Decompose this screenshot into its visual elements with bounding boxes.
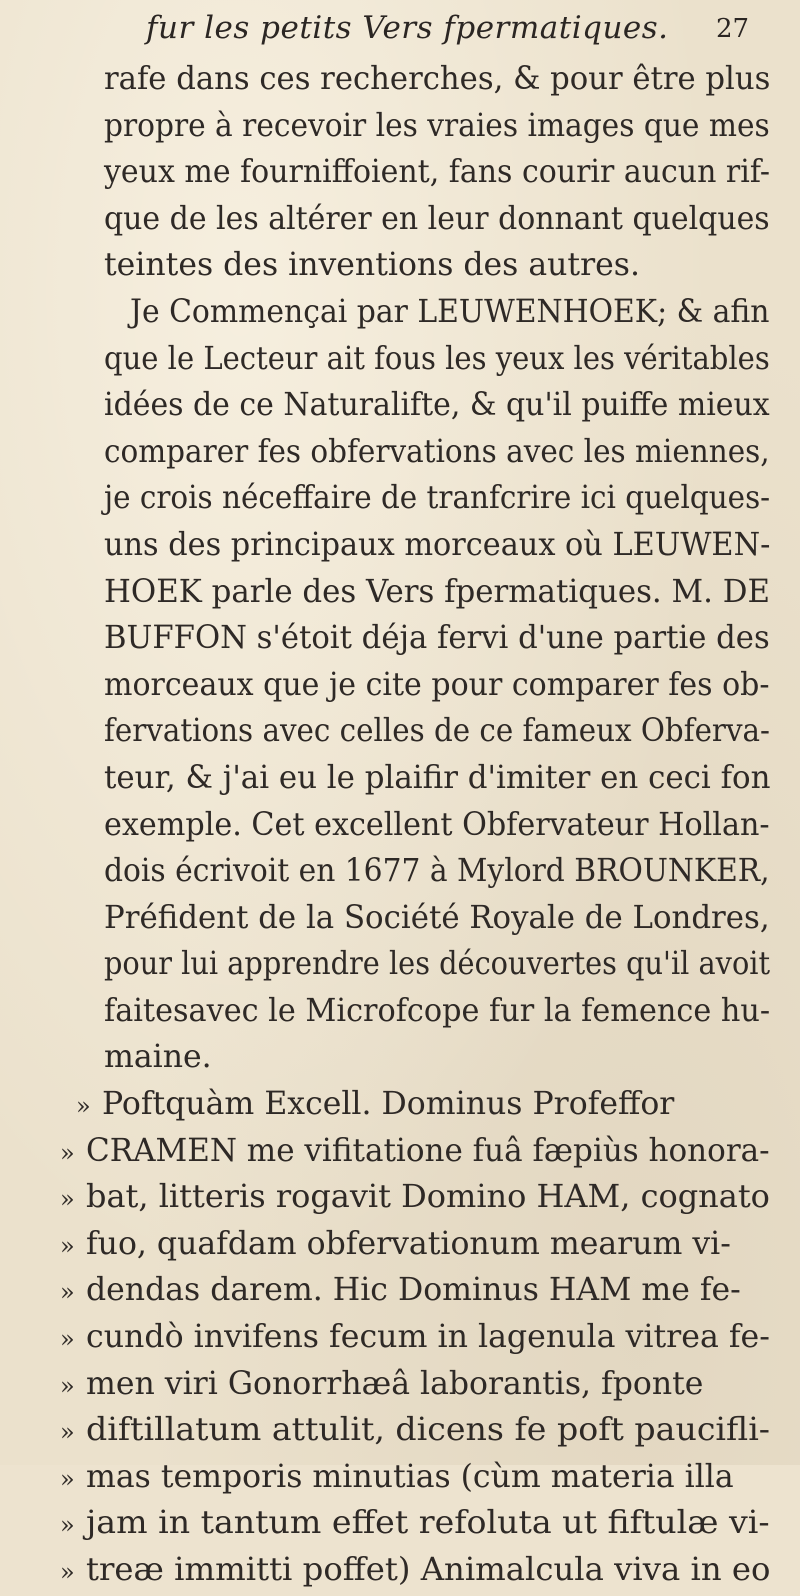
text-line bbox=[40, 895, 770, 942]
text-line bbox=[40, 336, 770, 383]
line-text: men viri Gonorrhæâ laborantis, fponte bbox=[86, 1365, 704, 1402]
line-text: idées de ce Naturalifte, & qu'il puiffe mieux bbox=[104, 387, 770, 424]
line-text: jam in tantum effet refoluta ut fiftulæ vi- bbox=[86, 1505, 770, 1542]
line-text: CRAMEN me vifitatione fuâ fæpiùs honora- bbox=[86, 1132, 770, 1169]
line-text: Je Commençai par LEUWENHOEK; & afin bbox=[130, 293, 770, 330]
text-line bbox=[40, 569, 770, 616]
line-text: teur, & j'ai eu le plaifir d'imiter en ceci fon bbox=[104, 759, 771, 796]
line-text: comparer fes obfervations avec les miennes, bbox=[104, 433, 770, 470]
text-line bbox=[40, 196, 770, 243]
quote-mark: » bbox=[60, 1278, 75, 1307]
text-line bbox=[40, 382, 770, 429]
line-text: rafe dans ces recherches, & pour être plus bbox=[104, 61, 771, 97]
running-title: fur les petits Vers fpermatiques. bbox=[146, 10, 669, 46]
text-line bbox=[40, 475, 770, 522]
line-text: bat, litteris rogavit Domino HAM, cognato bbox=[86, 1179, 770, 1216]
text-line bbox=[40, 103, 770, 150]
page-number: 27 bbox=[716, 14, 750, 44]
text-line bbox=[40, 941, 770, 988]
line-text: diftillatum attulit, dicens fe poft paucifli- bbox=[86, 1412, 771, 1449]
line-text: pour lui apprendre les découvertes qu'il avoit bbox=[104, 946, 771, 983]
line-text: Poftquàm Excell. Dominus Profeffor bbox=[102, 1086, 675, 1123]
quote-mark: » bbox=[60, 1418, 75, 1447]
line-text: yeux me fourniffoient, fans courir aucun rif- bbox=[104, 154, 770, 191]
line-text: morceaux que je cite pour comparer fes ob- bbox=[104, 666, 770, 703]
line-text: je crois néceffaire de tranfcrire ici quelques- bbox=[104, 480, 771, 517]
line-text: BUFFON s'étoit déja fervi d'une partie des bbox=[104, 620, 770, 657]
quote-mark: » bbox=[60, 1371, 75, 1400]
text-line bbox=[40, 1547, 770, 1594]
line-text: exemple. Cet excellent Obfervateur Hollan- bbox=[104, 806, 770, 843]
quote-mark: » bbox=[60, 1231, 75, 1260]
page-header bbox=[0, 8, 800, 52]
text-line bbox=[40, 289, 770, 336]
line-text: propre à recevoir les vraies images que mes bbox=[104, 107, 770, 144]
text-line bbox=[40, 1221, 770, 1268]
text-line bbox=[40, 242, 770, 289]
quote-mark: » bbox=[60, 1464, 75, 1493]
text-line bbox=[40, 755, 770, 802]
text-line bbox=[40, 615, 770, 662]
line-text: que de les altérer en leur donnant quelques bbox=[104, 200, 770, 237]
text-line bbox=[40, 988, 770, 1035]
line-text: fervations avec celles de ce fameux Obferva- bbox=[104, 713, 770, 750]
line-text: que le Lecteur ait fous les yeux les véritables bbox=[104, 340, 770, 377]
line-text: mas temporis minutias (cùm materia illa bbox=[86, 1458, 734, 1495]
line-text: treæ immitti poffet) Animalcula viva in eo bbox=[86, 1552, 771, 1588]
line-text: maine. bbox=[104, 1039, 212, 1076]
text-line bbox=[40, 1361, 770, 1408]
quote-mark: » bbox=[60, 1185, 75, 1214]
text-line bbox=[40, 429, 770, 476]
text-line bbox=[40, 708, 770, 755]
line-text: fuo, quafdam obfervationum mearum vi- bbox=[86, 1225, 731, 1262]
text-line bbox=[40, 802, 770, 849]
text-line bbox=[40, 1314, 770, 1361]
text-line bbox=[40, 1267, 770, 1314]
quote-mark: » bbox=[60, 1325, 75, 1354]
quote-mark: » bbox=[76, 1092, 91, 1121]
text-line bbox=[40, 149, 770, 196]
line-text: dendas darem. Hic Dominus HAM me fe- bbox=[86, 1272, 741, 1309]
text-line bbox=[40, 522, 770, 569]
text-line bbox=[40, 848, 770, 895]
line-text: HOEK parle des Vers fpermatiques. M. DE bbox=[104, 573, 771, 610]
line-text: faitesavec le Microfcope fur la femence hu- bbox=[104, 992, 771, 1029]
text-line bbox=[40, 1128, 770, 1175]
quote-mark: » bbox=[60, 1138, 75, 1167]
text-line bbox=[40, 1454, 770, 1501]
text-line bbox=[40, 56, 770, 103]
line-text: uns des principaux morceaux où LEUWEN- bbox=[104, 526, 771, 563]
text-line bbox=[40, 1407, 770, 1454]
text-line bbox=[40, 1081, 770, 1128]
line-text: dois écrivoit en 1677 à Mylord BROUNKER, bbox=[104, 853, 770, 890]
quote-mark: » bbox=[60, 1558, 75, 1586]
text-line bbox=[40, 1174, 770, 1221]
quote-mark: » bbox=[60, 1511, 75, 1540]
text-line bbox=[40, 662, 770, 709]
line-text: Préfident de la Société Royale de Londres, bbox=[104, 899, 770, 936]
line-text: cundò invifens fecum in lagenula vitrea fe- bbox=[86, 1319, 770, 1356]
body-text bbox=[40, 56, 770, 1594]
text-line bbox=[40, 1034, 770, 1081]
line-text: teintes des inventions des autres. bbox=[104, 247, 640, 284]
text-line bbox=[40, 1500, 770, 1547]
